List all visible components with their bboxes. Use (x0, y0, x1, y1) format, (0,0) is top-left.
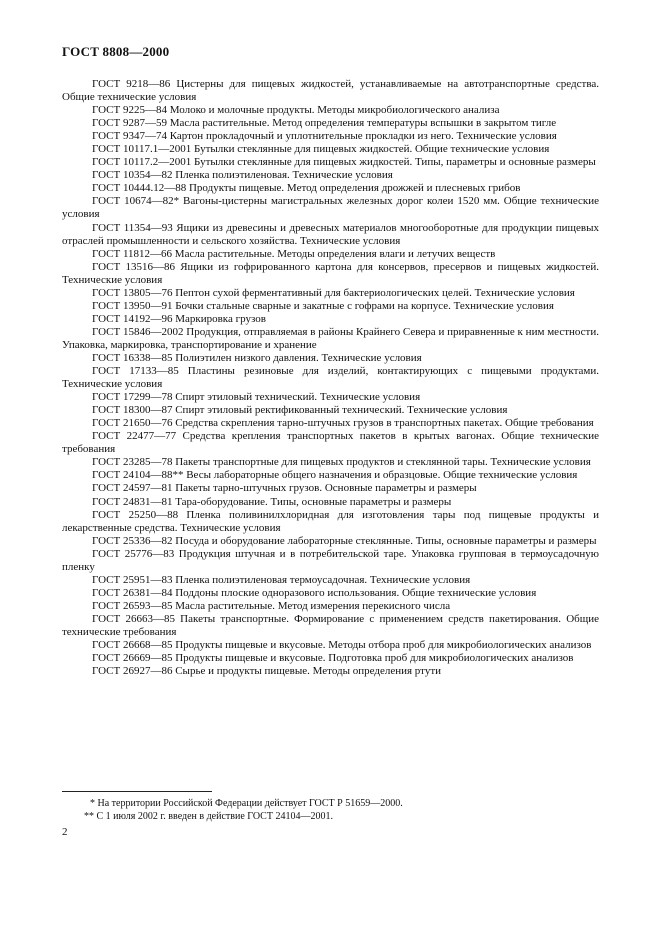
reference-item: ГОСТ 11812—66 Масла растительные. Методы определения влаги и летучих веществ (92, 247, 496, 260)
reference-item: ГОСТ 26668—85 Продукты пищевые и вкусовые. Методы отбора проб для микробиологических анализов (92, 639, 592, 652)
footnote-divider (62, 791, 212, 792)
reference-item: ГОСТ 18300—87 Спирт этиловый ректификованный технический. Технические условия (92, 404, 508, 417)
reference-item: ГОСТ 25951—83 Пленка полиэтиленовая термоусадочная. Технические условия (92, 573, 471, 586)
reference-item: ГОСТ 23285—78 Пакеты транспортные для пищевых продуктов и стеклянной тары. Технические условия (92, 456, 591, 469)
reference-item: ГОСТ 24597—81 Пакеты тарно-штучных грузов. Основные параметры и размеры (92, 482, 477, 495)
reference-item: ГОСТ 10354—82 Пленка полиэтиленовая. Технические условия (92, 169, 393, 182)
reference-item: ГОСТ 26927—86 Сырье и продукты пищевые. Методы определения ртути (92, 665, 442, 678)
reference-item: ГОСТ 10674—82* Вагоны-цистерны магистральных железных дорог колеи 1520 мм. Общие технические условия (62, 195, 602, 221)
reference-item: ГОСТ 9287—59 Масла растительные. Метод определения температуры вспышки в закрытом тигле (92, 117, 557, 130)
reference-item: ГОСТ 26669—85 Продукты пищевые и вкусовые. Подготовка проб для микробиологических анализов (92, 652, 574, 665)
reference-item: ГОСТ 13805—76 Пептон сухой ферментативный для бактериологических целей. Технические условия (92, 286, 575, 299)
reference-item: ГОСТ 10117.1—2001 Бутылки стеклянные для пищевых жидкостей. Общие технические условия (92, 143, 550, 156)
reference-item: ГОСТ 16338—85 Полиэтилен низкого давления. Технические условия (92, 351, 422, 364)
reference-item: ГОСТ 17299—78 Спирт этиловый технический. Технические условия (92, 391, 421, 404)
reference-item: ГОСТ 26663—85 Пакеты транспортные. Формирование с применением средств пакетирования. Общие технические требования (62, 612, 602, 638)
reference-item: ГОСТ 13516—86 Ящики из гофрированного картона для консервов, пресервов и пищевых жидкостей. Технические условия (62, 260, 602, 286)
reference-item: ГОСТ 15846—2002 Продукция, отправляемая в районы Крайнего Севера и приравненные к ним местности. Упаковка, маркировка, транспортирование и хранение (62, 325, 602, 351)
reference-item: ГОСТ 24831—81 Тара-оборудование. Типы, основные параметры и размеры (92, 495, 452, 508)
document-header: ГОСТ 8808—2000 (62, 44, 170, 59)
reference-item: ГОСТ 9347—74 Картон прокладочный и уплотнительные прокладки из него. Технические условия (92, 130, 557, 143)
reference-item: ГОСТ 26593—85 Масла растительные. Метод измерения перекисного числа (92, 599, 451, 612)
footnote-item: * На территории Российской Федерации действует ГОСТ Р 51659—2000. (90, 798, 403, 809)
reference-item: ГОСТ 9225—84 Молоко и молочные продукты. Методы микробиологического анализа (92, 104, 500, 117)
footnote-item: ** С 1 июля 2002 г. введен в действие ГОСТ 24104—2001. (84, 811, 333, 822)
reference-item: ГОСТ 14192—96 Маркировка грузов (92, 312, 266, 325)
reference-item: ГОСТ 11354—93 Ящики из древесины и древесных материалов многооборотные для продукции пищевых отраслей промышленности и сельского хозяйства. Технические условия (62, 221, 602, 247)
reference-item: ГОСТ 22477—77 Средства крепления транспортных пакетов в крытых вагонах. Общие технические требования (62, 430, 602, 456)
footnotes (62, 797, 599, 823)
reference-item: ГОСТ 24104—88** Весы лабораторные общего назначения и образцовые. Общие технические условия (92, 469, 578, 482)
page-number: 2 (62, 826, 68, 838)
reference-item: ГОСТ 21650—76 Средства скрепления тарно-штучных грузов в транспортных пакетах. Общие требования (92, 417, 594, 430)
reference-item: ГОСТ 25336—82 Посуда и оборудование лабораторные стеклянные. Типы, основные параметры и размеры (92, 534, 597, 547)
reference-item: ГОСТ 10117.2—2001 Бутылки стеклянные для пищевых жидкостей. Типы, параметры и основные размеры (92, 156, 596, 169)
reference-item: ГОСТ 26381—84 Поддоны плоские одноразового использования. Общие технические условия (92, 586, 537, 599)
reference-item: ГОСТ 25250—88 Пленка поливинилхлоридная для изготовления тары под пищевые продукты и лекарственные средства. Технические условия (62, 508, 602, 534)
reference-item: ГОСТ 9218—86 Цистерны для пищевых жидкостей, устанавливаемые на автотранспортные средства. Общие технические условия (62, 78, 602, 104)
reference-list (62, 78, 602, 678)
reference-item: ГОСТ 10444.12—88 Продукты пищевые. Метод определения дрожжей и плесневых грибов (92, 182, 521, 195)
reference-item: ГОСТ 25776—83 Продукция штучная и в потребительской таре. Упаковка групповая в термоусадочную пленку (62, 547, 602, 573)
reference-item: ГОСТ 13950—91 Бочки стальные сварные и закатные с гофрами на корпусе. Технические условия (92, 299, 554, 312)
reference-item: ГОСТ 17133—85 Пластины резиновые для изделий, контактирующих с пищевыми продуктами. Технические условия (62, 365, 602, 391)
